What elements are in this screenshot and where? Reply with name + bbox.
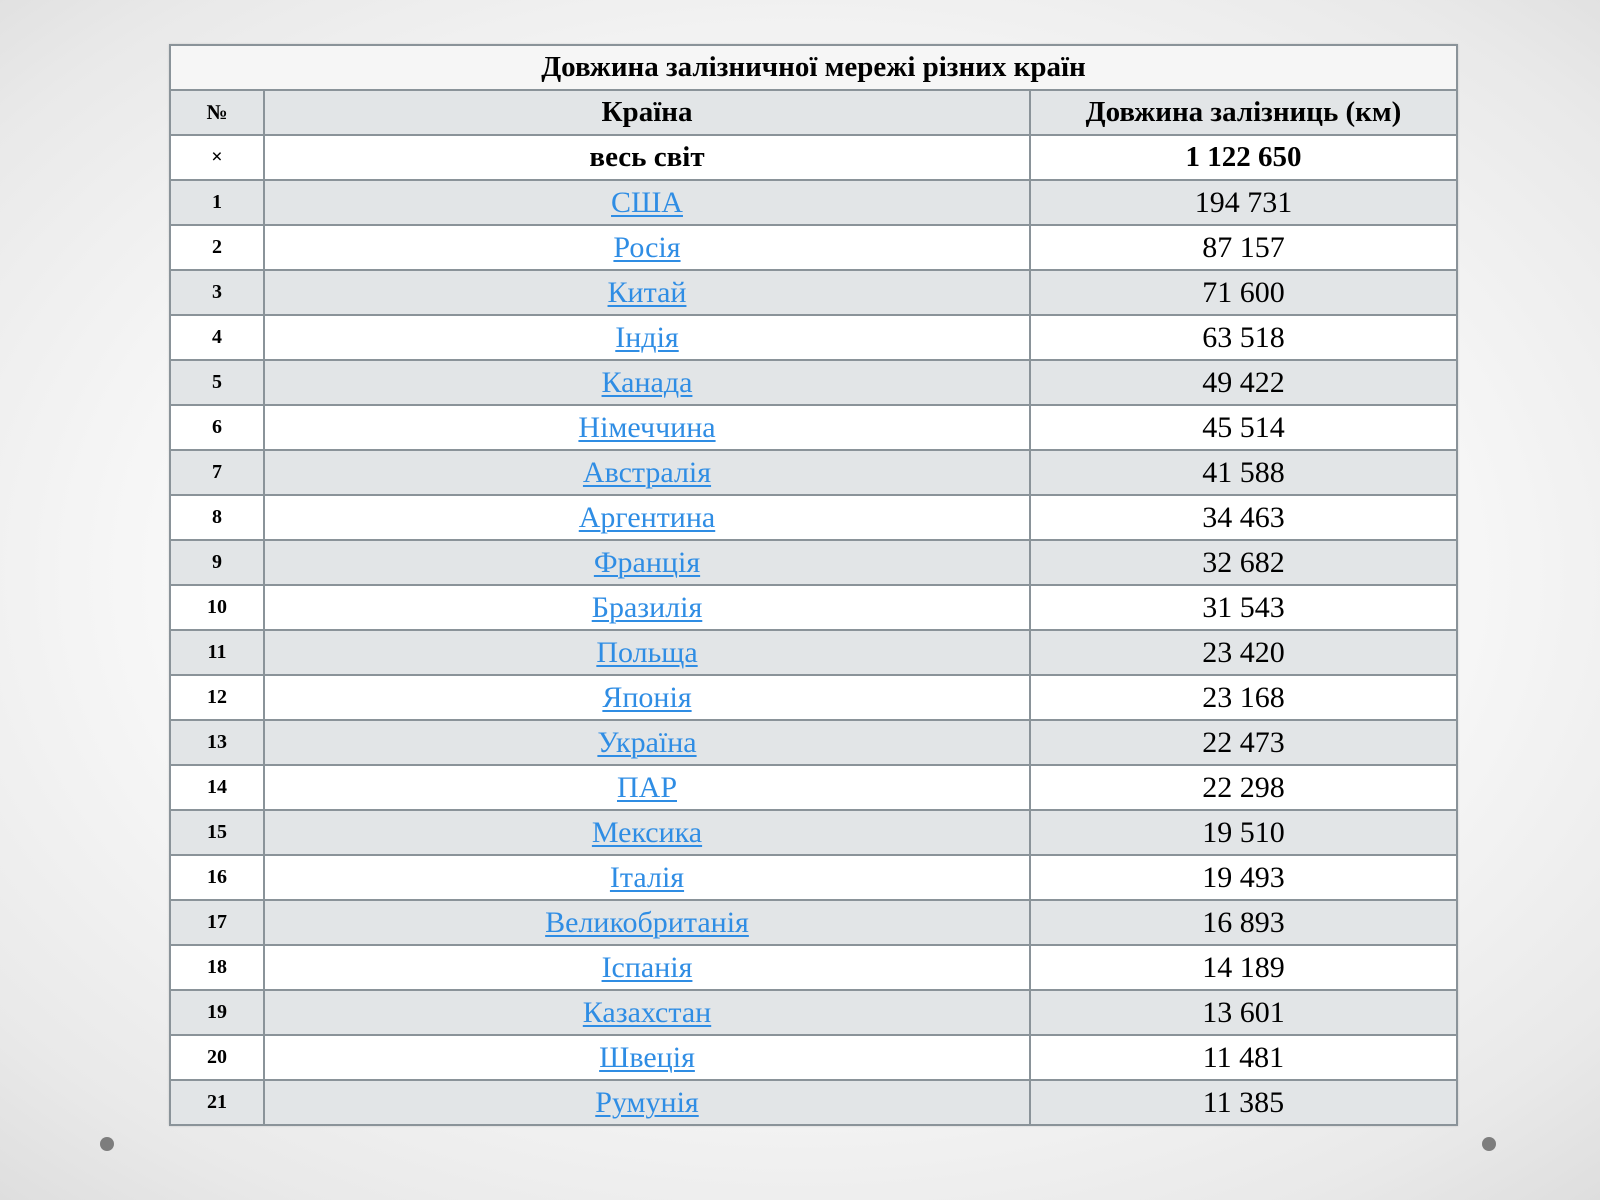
row-number: 21 <box>170 1080 264 1125</box>
table-row <box>170 630 1457 675</box>
world-length: 1 122 650 <box>1030 135 1457 180</box>
row-number: 11 <box>170 630 264 675</box>
country-link[interactable]: ПАР <box>616 770 677 804</box>
row-country-cell <box>264 495 1030 540</box>
country-link[interactable]: Швеція <box>599 1040 695 1074</box>
table-row <box>170 405 1457 450</box>
country-link[interactable]: Великобританія <box>545 905 749 939</box>
row-number: 16 <box>170 855 264 900</box>
country-link[interactable]: Канада <box>601 365 693 399</box>
country-link[interactable]: Франція <box>593 545 701 579</box>
row-country-cell <box>264 585 1030 630</box>
row-length: 45 514 <box>1030 405 1457 450</box>
table-row <box>170 540 1457 585</box>
row-number: 6 <box>170 405 264 450</box>
world-label: весь світ <box>264 135 1030 180</box>
row-number: 15 <box>170 810 264 855</box>
row-country-cell <box>264 900 1030 945</box>
row-country-cell <box>264 360 1030 405</box>
table-row <box>170 720 1457 765</box>
row-country-cell <box>264 1080 1030 1125</box>
header-country: Країна <box>264 90 1030 135</box>
table-row <box>170 225 1457 270</box>
row-country-cell <box>264 810 1030 855</box>
row-number: 13 <box>170 720 264 765</box>
row-length: 19 510 <box>1030 810 1457 855</box>
row-country-cell <box>264 720 1030 765</box>
table-row <box>170 1080 1457 1125</box>
row-length: 71 600 <box>1030 270 1457 315</box>
row-length: 23 168 <box>1030 675 1457 720</box>
header-number: № <box>170 90 264 135</box>
country-link[interactable]: Росія <box>613 230 681 264</box>
table-row <box>170 990 1457 1035</box>
row-country-cell <box>264 315 1030 360</box>
country-link[interactable]: Китай <box>607 275 687 309</box>
bullet-dot-left <box>100 1137 114 1151</box>
table-title-row <box>170 45 1457 90</box>
table-row <box>170 675 1457 720</box>
row-length: 23 420 <box>1030 630 1457 675</box>
row-number: 8 <box>170 495 264 540</box>
country-link[interactable]: Казахстан <box>582 995 712 1029</box>
row-country-cell <box>264 225 1030 270</box>
country-link[interactable]: Німеччина <box>578 410 716 444</box>
country-link[interactable]: Японія <box>602 680 692 714</box>
table-row <box>170 1035 1457 1080</box>
row-number: 14 <box>170 765 264 810</box>
row-number: 7 <box>170 450 264 495</box>
row-number: 19 <box>170 990 264 1035</box>
row-number: 12 <box>170 675 264 720</box>
row-country-cell <box>264 270 1030 315</box>
row-country-cell <box>264 1035 1030 1080</box>
world-total-row <box>170 135 1457 180</box>
row-number: 5 <box>170 360 264 405</box>
row-length: 22 298 <box>1030 765 1457 810</box>
row-length: 49 422 <box>1030 360 1457 405</box>
table-row <box>170 585 1457 630</box>
row-number: 9 <box>170 540 264 585</box>
row-length: 14 189 <box>1030 945 1457 990</box>
country-link[interactable]: Італія <box>609 860 685 894</box>
row-length: 41 588 <box>1030 450 1457 495</box>
row-length: 63 518 <box>1030 315 1457 360</box>
row-number: 1 <box>170 180 264 225</box>
table-title: Довжина залізничної мережі різних країн <box>170 45 1457 90</box>
row-number: 2 <box>170 225 264 270</box>
table-body <box>170 135 1457 1125</box>
country-link[interactable]: Україна <box>597 725 697 759</box>
row-country-cell <box>264 990 1030 1035</box>
country-link[interactable]: Бразилія <box>591 590 703 624</box>
row-length: 19 493 <box>1030 855 1457 900</box>
row-number: 18 <box>170 945 264 990</box>
row-country-cell <box>264 540 1030 585</box>
row-length: 11 481 <box>1030 1035 1457 1080</box>
row-number: 4 <box>170 315 264 360</box>
table-row <box>170 765 1457 810</box>
country-link[interactable]: США <box>611 185 683 219</box>
railway-length-table <box>169 44 1458 1126</box>
table-row <box>170 495 1457 540</box>
header-length: Довжина залізниць (км) <box>1030 90 1457 135</box>
row-length: 87 157 <box>1030 225 1457 270</box>
country-link[interactable]: Австралія <box>582 455 712 489</box>
row-country-cell <box>264 405 1030 450</box>
row-length: 16 893 <box>1030 900 1457 945</box>
row-country-cell <box>264 630 1030 675</box>
row-length: 13 601 <box>1030 990 1457 1035</box>
table-row <box>170 900 1457 945</box>
row-length: 11 385 <box>1030 1080 1457 1125</box>
table-row <box>170 270 1457 315</box>
row-number: 17 <box>170 900 264 945</box>
table-header-row <box>170 90 1457 135</box>
country-link[interactable]: Польща <box>596 635 698 669</box>
country-link[interactable]: Індія <box>615 320 679 354</box>
bullet-dot-right <box>1482 1137 1496 1151</box>
world-number: × <box>170 135 264 180</box>
row-country-cell <box>264 945 1030 990</box>
row-number: 20 <box>170 1035 264 1080</box>
table-row <box>170 855 1457 900</box>
country-link[interactable]: Мексика <box>591 815 703 849</box>
row-country-cell <box>264 180 1030 225</box>
row-country-cell <box>264 765 1030 810</box>
row-country-cell <box>264 450 1030 495</box>
row-length: 32 682 <box>1030 540 1457 585</box>
table-row <box>170 945 1457 990</box>
country-link[interactable]: Румунія <box>595 1085 699 1119</box>
row-country-cell <box>264 675 1030 720</box>
row-length: 194 731 <box>1030 180 1457 225</box>
table-row <box>170 810 1457 855</box>
row-number: 10 <box>170 585 264 630</box>
row-length: 22 473 <box>1030 720 1457 765</box>
table-row <box>170 315 1457 360</box>
table-row <box>170 450 1457 495</box>
row-length: 34 463 <box>1030 495 1457 540</box>
country-link[interactable]: Аргентина <box>578 500 716 534</box>
row-length: 31 543 <box>1030 585 1457 630</box>
row-country-cell <box>264 855 1030 900</box>
country-link[interactable]: Іспанія <box>601 950 693 984</box>
table-row <box>170 180 1457 225</box>
row-number: 3 <box>170 270 264 315</box>
table-row <box>170 360 1457 405</box>
